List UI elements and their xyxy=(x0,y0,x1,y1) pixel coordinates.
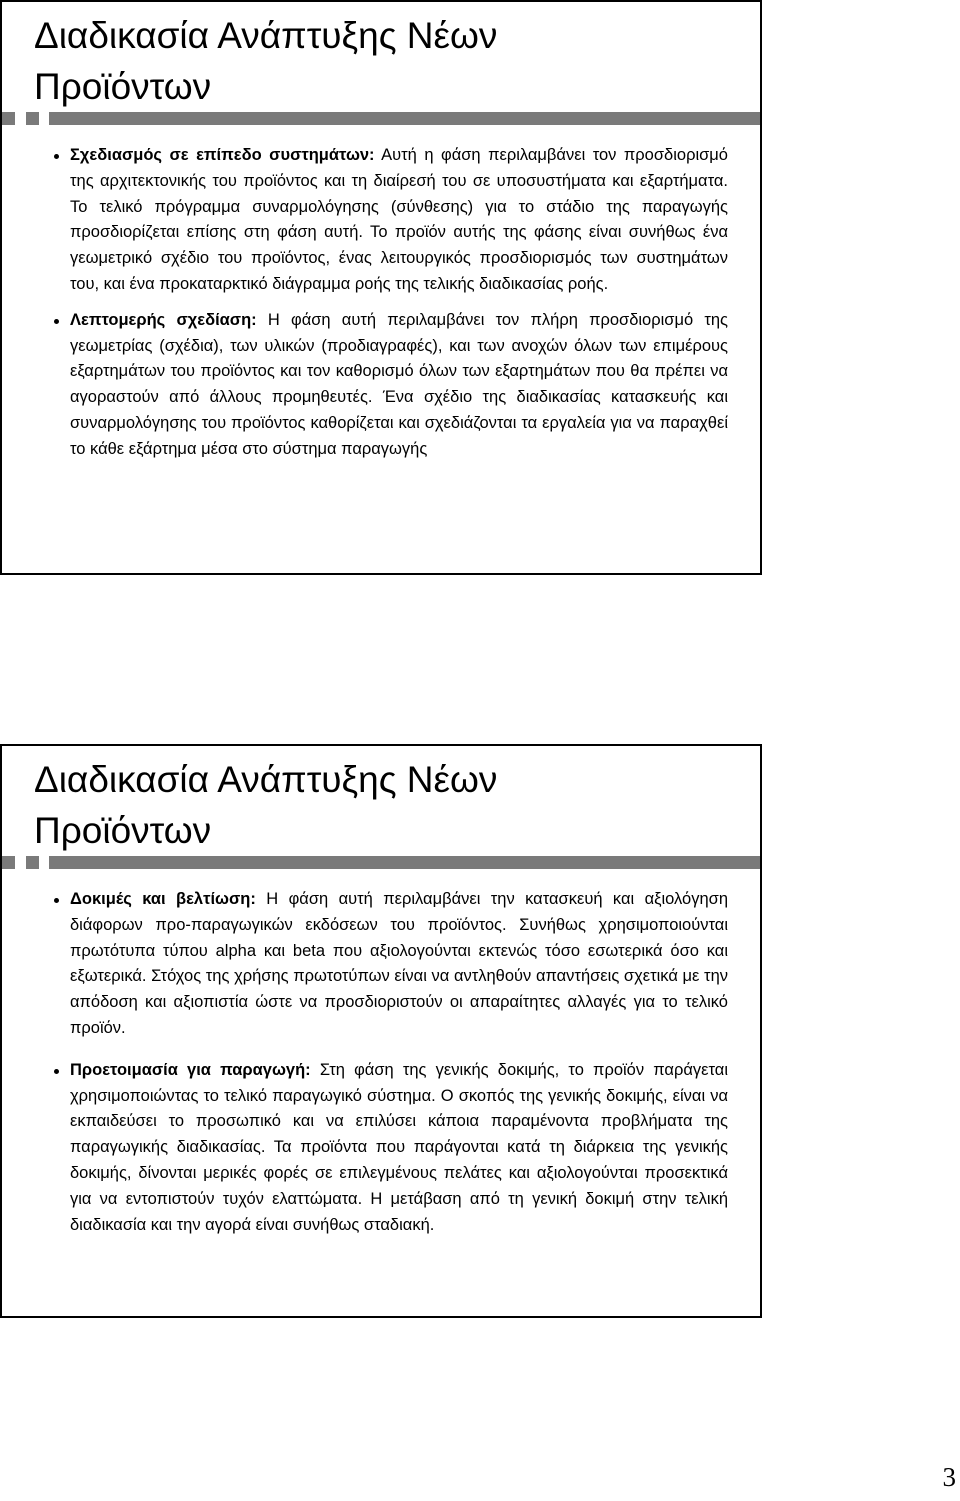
divider-square xyxy=(2,856,15,869)
divider-line xyxy=(49,856,760,869)
slide-1-title-line2: Προϊόντων xyxy=(34,66,212,107)
slide-1-body xyxy=(58,143,728,473)
bullet-icon xyxy=(54,898,59,903)
slide-2-title-line2: Προϊόντων xyxy=(34,810,212,851)
bullet-term: Σχεδιασμός σε επίπεδο συστημάτων: xyxy=(70,146,375,164)
divider-line xyxy=(49,112,760,125)
bullet-item xyxy=(58,308,728,463)
slide-2-title xyxy=(34,754,497,856)
bullet-term: Λεπτομερής σχεδίαση: xyxy=(70,310,257,329)
divider-square xyxy=(2,112,15,125)
bullet-text: Αυτή η φάση περιλαμβάνει τον προσδιορισμό της αρχιτεκτονικής του προϊόντος και τη διαίρεσή του σε υποσυστήματα και εξαρτήματα. Το τελικό πρόγραμμα συναρμολόγησης (σύνθεσης) για το στάδιο της παραγωγής προσδιορίζεται επίσης στη φάση αυτή. Το προϊόν αυτής της φάσης είναι συνήθως ένα γεωμετρικό σχέδιο του προϊόντος, ένας λειτουργικός προσδιορισμός των συστημάτων του, και ένα προκαταρκτικό διάγραμμα ροής της τελικής διαδικασίας ροής. xyxy=(70,146,728,293)
slide-1-title-divider xyxy=(2,112,760,124)
page-number: 3 xyxy=(942,1462,956,1492)
bullet-text: Η φάση αυτή περιλαμβάνει τον πλήρη προσδιορισμό της γεωμετρίας (σχέδια), των υλικών (προδιαγραφές), και των ανοχών όλων των επιμέρους εξαρτημάτων του προϊόντος και τον καθορισμό όλων των εξαρτημάτων που θα πρέπει να αγοραστούν από άλλους προμηθευτές. Ένα σχέδιο της διαδικασίας κατασκευής και συναρμολόγησης του προϊόντος καθορίζεται και σχεδιάζονται τα εργαλεία για να παραχθεί το κάθε εξάρτημα μέσα στο σύστημα παραγωγής xyxy=(70,310,729,458)
bullet-icon xyxy=(54,1069,59,1074)
bullet-item xyxy=(58,143,728,298)
divider-square xyxy=(26,112,39,125)
bullet-item xyxy=(58,1058,728,1239)
bullet-term: Δοκιμές και βελτίωση: xyxy=(70,890,256,908)
bullet-text: Στη φάση της γενικής δοκιμής, το προϊόν παράγεται χρησιμοποιώντας το τελικό παραγωγικό σύστημα. Ο σκοπός της γενικής δοκιμής, είναι να εκπαιδεύσει το προσωπικό και να επιλύσει κάποια παραμένοντα προβλήματα της παραγωγικής διαδικασίας. Τα προϊόντα που παράγονται κατά τη διάρκεια της γενικής δοκιμής, δίνονται μερικές φορές σε επιλεγμένους πελάτες και αξιολογούνται προσεκτικά για να εντοπιστούν τυχόν ελαττώματα. Η μετάβαση από τη γενική δοκιμή στην τελική διαδικασία και την αγορά είναι συνήθως σταδιακή. xyxy=(70,1060,728,1234)
bullet-item xyxy=(58,887,728,1042)
slide-2 xyxy=(0,744,762,1318)
divider-square xyxy=(26,856,39,869)
slide-2-title-line1: Διαδικασία Ανάπτυξης Νέων xyxy=(34,759,498,800)
slide-2-body xyxy=(58,887,728,1248)
bullet-icon xyxy=(54,154,59,159)
bullet-term: Προετοιμασία για παραγωγή: xyxy=(70,1060,311,1079)
bullet-text: Η φάση αυτή περιλαμβάνει την κατασκευή και αξιολόγηση διάφορων προ-παραγωγικών εκδόσεων του προϊόντος. Συνήθως χρησιμοποιούνται πρωτότυπα τύπου alpha και beta που αξιολογούνται εκτενώς τόσο εσωτερικά όσο και εξωτερικά. Στόχος της χρήσης πρωτοτύπων είναι να αντληθούν απαντήσεις σχετικά με την απόδοση και αξιοπιστία ώστε να προσδιοριστούν οι απαραίτητες αλλαγές για το τελικό προϊόν. xyxy=(70,890,728,1037)
slide-1-title-line1: Διαδικασία Ανάπτυξης Νέων xyxy=(34,15,498,56)
slide-1-title xyxy=(34,10,497,112)
slide-1 xyxy=(0,0,762,575)
bullet-icon xyxy=(54,319,59,324)
slide-2-title-divider xyxy=(2,856,760,868)
